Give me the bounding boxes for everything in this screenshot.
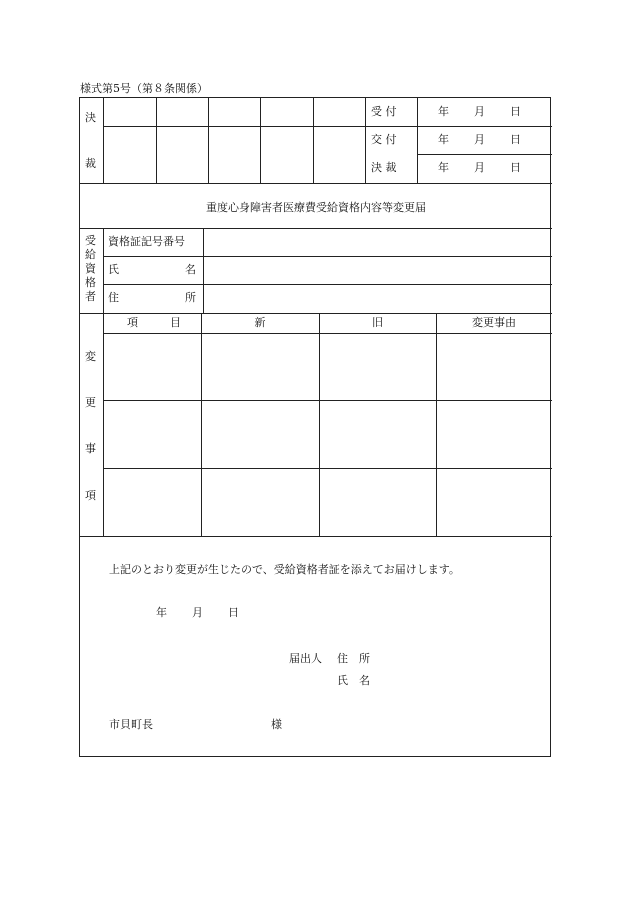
item-header-char: 項 [127,316,138,329]
recipient-label-divider [203,228,204,313]
recipient-side-char: 資 [85,262,96,275]
declaration-top-border [80,536,552,537]
approval-side-divider [103,98,104,183]
approval-char-2: 裁 [85,157,96,170]
item-header-char: 目 [170,316,181,329]
received-label: 受 付 [371,105,397,118]
changes-header-divider [103,333,552,334]
declaration-month: 月 [192,606,203,619]
issued-month: 月 [474,133,485,146]
stamp-box-divider [365,98,366,183]
changes-top-border [80,313,552,314]
date-row-divider [417,126,552,127]
name-label-char: 名 [185,263,196,276]
recipient-side-char: 者 [85,290,96,303]
issued-day: 日 [510,133,521,146]
old-header: 旧 [372,316,383,329]
title-bottom-border [80,228,552,229]
applicant-name-label: 氏 名 [337,674,370,687]
issued-label: 交 付 [371,133,397,146]
form-number-label: 様式第5号（第８条関係） [80,82,208,95]
applicant-label: 届出人 [289,652,322,665]
certificate-number-label: 資格証記号番号 [108,235,185,248]
item-header [127,316,181,330]
approved-day: 日 [510,161,521,174]
recipient-side-char: 給 [85,248,96,261]
address-label [108,291,196,305]
received-month: 月 [474,105,485,118]
changes-column-divider [319,313,320,536]
changes-side-divider [103,313,104,536]
form-title: 重度心身障害者医療費受給資格内容等変更届 [206,201,426,214]
changes-row-divider [103,468,552,469]
date-row-divider [417,154,552,155]
changes-side-char: 事 [85,442,96,455]
honorific: 様 [271,718,282,731]
addressee: 市貝町長 [109,718,153,731]
issued-year: 年 [438,133,449,146]
applicant-address-label: 住 所 [337,652,370,665]
received-year: 年 [438,105,449,118]
changes-side-char: 項 [85,489,96,502]
approved-label: 決 裁 [371,161,397,174]
declaration-statement: 上記のとおり変更が生じたので、受給資格者証を添えてお届けします。 [109,563,460,576]
recipient-row-divider [103,256,552,257]
stamp-box-divider [156,98,157,183]
name-label-char: 氏 [108,263,119,276]
received-day: 日 [510,105,521,118]
reason-header: 変更事由 [472,316,516,329]
recipient-row-divider [103,284,552,285]
address-label-char: 所 [185,291,196,304]
changes-column-divider [201,313,202,536]
changes-side-char: 変 [85,350,96,363]
new-header: 新 [254,316,266,329]
stamp-box-divider [208,98,209,183]
title-top-border [80,183,552,184]
approved-year: 年 [438,161,449,174]
changes-column-divider [436,313,437,536]
approved-month: 月 [474,161,485,174]
changes-row-divider [103,400,552,401]
stamp-box-divider [313,98,314,183]
approval-char-1: 決 [85,111,96,124]
declaration-day: 日 [228,606,239,619]
name-label [108,263,196,277]
recipient-side-divider [103,228,104,313]
address-label-char: 住 [108,291,119,304]
stamp-box-divider [260,98,261,183]
date-column-divider [417,98,418,183]
recipient-side-char: 受 [85,234,96,247]
form-frame [79,97,551,757]
changes-side-char: 更 [85,396,96,409]
recipient-side-char: 格 [85,276,96,289]
stamp-row-divider [103,126,417,127]
declaration-year: 年 [156,606,167,619]
